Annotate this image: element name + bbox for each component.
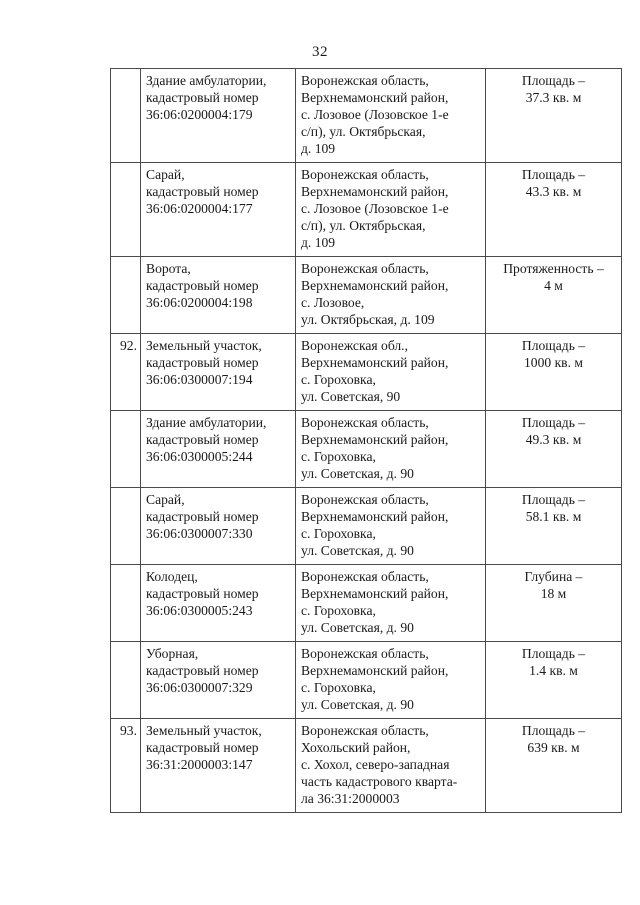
measure-line: Площадь – — [521, 167, 586, 182]
measure-line: 37.3 кв. м — [525, 90, 582, 105]
object-name-cell — [141, 334, 296, 411]
page-number: 32 — [312, 44, 328, 60]
address-cell — [296, 565, 486, 642]
address-cell — [296, 163, 486, 257]
measure-cell — [486, 163, 622, 257]
object-name-cell — [141, 565, 296, 642]
measure-line: Глубина – — [524, 569, 583, 584]
measure-line: 1000 кв. м — [523, 355, 583, 370]
address-line: с. Гороховка, — [301, 372, 376, 387]
address-line: с. Хохол, северо-западная — [301, 757, 450, 772]
object-name-line: кадастровый номер — [146, 663, 259, 678]
measure-line: Площадь – — [521, 646, 586, 661]
address-line: Верхнемамонский район, — [301, 278, 449, 293]
object-name-line: 36:06:0200004:177 — [146, 201, 253, 216]
address-line: ул. Советская, д. 90 — [301, 697, 414, 712]
object-name-line: Земельный участок, — [146, 723, 262, 738]
object-name-line: Уборная, — [146, 646, 199, 661]
table-row — [111, 411, 622, 488]
address-line: Верхнемамонский район, — [301, 355, 449, 370]
address-cell — [296, 257, 486, 334]
object-name-line: Здание амбулатории, — [146, 415, 267, 430]
address-line: Верхнемамонский район, — [301, 184, 449, 199]
address-cell — [296, 411, 486, 488]
measure-line: 43.3 кв. м — [525, 184, 582, 199]
measure-line: 1.4 кв. м — [529, 663, 578, 678]
object-name-line: 36:06:0300007:330 — [146, 526, 253, 541]
measure-line: 18 м — [540, 586, 567, 601]
measure-line: Площадь – — [521, 723, 586, 738]
object-name-line: кадастровый номер — [146, 90, 259, 105]
object-name-line: Земельный участок, — [146, 338, 262, 353]
measure-cell — [486, 565, 622, 642]
object-name-cell — [141, 163, 296, 257]
row-number-cell — [111, 69, 141, 163]
measure-line: Площадь – — [521, 415, 586, 430]
row-number-cell: 92. — [111, 334, 141, 411]
address-line: с. Лозовое (Лозовское 1-е — [301, 201, 449, 216]
address-cell — [296, 719, 486, 813]
address-line: Верхнемамонский район, — [301, 663, 449, 678]
address-line: Воронежская область, — [301, 415, 429, 430]
address-line: Воронежская обл., — [301, 338, 408, 353]
object-name-line: кадастровый номер — [146, 355, 259, 370]
address-line: с. Гороховка, — [301, 603, 376, 618]
address-line: ла 36:31:2000003 — [301, 791, 400, 806]
object-name-line: 36:06:0300007:194 — [146, 372, 253, 387]
address-cell — [296, 642, 486, 719]
object-name-line: 36:06:0300007:329 — [146, 680, 253, 695]
object-name-line: кадастровый номер — [146, 184, 259, 199]
address-line: ул. Советская, д. 90 — [301, 543, 414, 558]
address-line: ул. Октябрьская, д. 109 — [301, 312, 435, 327]
row-number-cell — [111, 488, 141, 565]
object-name-line: 36:06:0200004:198 — [146, 295, 253, 310]
property-table — [110, 68, 622, 813]
table-row — [111, 69, 622, 163]
address-line: Верхнемамонский район, — [301, 509, 449, 524]
address-line: Верхнемамонский район, — [301, 432, 449, 447]
measure-line: Площадь – — [521, 73, 586, 88]
object-name-line: кадастровый номер — [146, 278, 259, 293]
object-name-cell — [141, 69, 296, 163]
address-line: с. Гороховка, — [301, 680, 376, 695]
address-line: Воронежская область, — [301, 646, 429, 661]
object-name-line: Сарай, — [146, 492, 185, 507]
address-line: Верхнемамонский район, — [301, 586, 449, 601]
address-line: Воронежская область, — [301, 73, 429, 88]
measure-line: 49.3 кв. м — [525, 432, 582, 447]
address-line: Воронежская область, — [301, 261, 429, 276]
object-name-line: Здание амбулатории, — [146, 73, 267, 88]
row-number-cell: 93. — [111, 719, 141, 813]
object-name-line: кадастровый номер — [146, 586, 259, 601]
table-row — [111, 163, 622, 257]
table-row — [111, 642, 622, 719]
table-row — [111, 257, 622, 334]
address-line: Воронежская область, — [301, 492, 429, 507]
table-row — [111, 719, 622, 813]
address-line: ул. Советская, д. 90 — [301, 466, 414, 481]
address-line: с/п), ул. Октябрьская, — [301, 124, 426, 139]
measure-line: Протяженность – — [503, 261, 604, 276]
object-name-cell — [141, 719, 296, 813]
address-line: с. Лозовое (Лозовское 1-е — [301, 107, 449, 122]
object-name-line: 36:06:0300005:243 — [146, 603, 253, 618]
table-row — [111, 488, 622, 565]
address-line: с. Лозовое, — [301, 295, 365, 310]
object-name-cell — [141, 411, 296, 488]
object-name-line: 36:31:2000003:147 — [146, 757, 253, 772]
measure-cell — [486, 411, 622, 488]
address-cell — [296, 334, 486, 411]
object-name-line: Сарай, — [146, 167, 185, 182]
address-line: с/п), ул. Октябрьская, — [301, 218, 426, 233]
table-row — [111, 565, 622, 642]
row-number-cell — [111, 257, 141, 334]
address-cell — [296, 69, 486, 163]
object-name-line: кадастровый номер — [146, 432, 259, 447]
address-line: Верхнемамонский район, — [301, 90, 449, 105]
address-line: Воронежская область, — [301, 167, 429, 182]
object-name-line: Колодец, — [146, 569, 198, 584]
address-line: д. 109 — [301, 235, 336, 250]
address-line: Воронежская область, — [301, 723, 429, 738]
object-name-cell — [141, 642, 296, 719]
object-name-line: кадастровый номер — [146, 740, 259, 755]
measure-line: 58.1 кв. м — [525, 509, 582, 524]
measure-cell — [486, 719, 622, 813]
measure-line: 639 кв. м — [527, 740, 580, 755]
table-row — [111, 334, 622, 411]
address-line: Хохольский район, — [301, 740, 411, 755]
address-line: часть кадастрового кварта- — [301, 774, 458, 789]
object-name-cell — [141, 257, 296, 334]
measure-cell — [486, 257, 622, 334]
object-name-line: 36:06:0300005:244 — [146, 449, 253, 464]
address-line: с. Гороховка, — [301, 449, 376, 464]
address-line: д. 109 — [301, 141, 336, 156]
row-number-cell — [111, 642, 141, 719]
property-table-body — [111, 69, 622, 813]
measure-cell — [486, 334, 622, 411]
address-line: ул. Советская, д. 90 — [301, 620, 414, 635]
row-number-cell — [111, 163, 141, 257]
object-name-line: Ворота, — [146, 261, 191, 276]
address-line: с. Гороховка, — [301, 526, 376, 541]
measure-line: Площадь – — [521, 338, 586, 353]
row-number-cell — [111, 411, 141, 488]
object-name-line: 36:06:0200004:179 — [146, 107, 253, 122]
address-line: ул. Советская, 90 — [301, 389, 401, 404]
row-number-cell — [111, 565, 141, 642]
measure-line: 4 м — [544, 278, 563, 293]
measure-cell — [486, 69, 622, 163]
measure-cell — [486, 642, 622, 719]
object-name-line: кадастровый номер — [146, 509, 259, 524]
address-line: Воронежская область, — [301, 569, 429, 584]
measure-line: Площадь – — [521, 492, 586, 507]
object-name-cell — [141, 488, 296, 565]
address-cell — [296, 488, 486, 565]
measure-cell — [486, 488, 622, 565]
